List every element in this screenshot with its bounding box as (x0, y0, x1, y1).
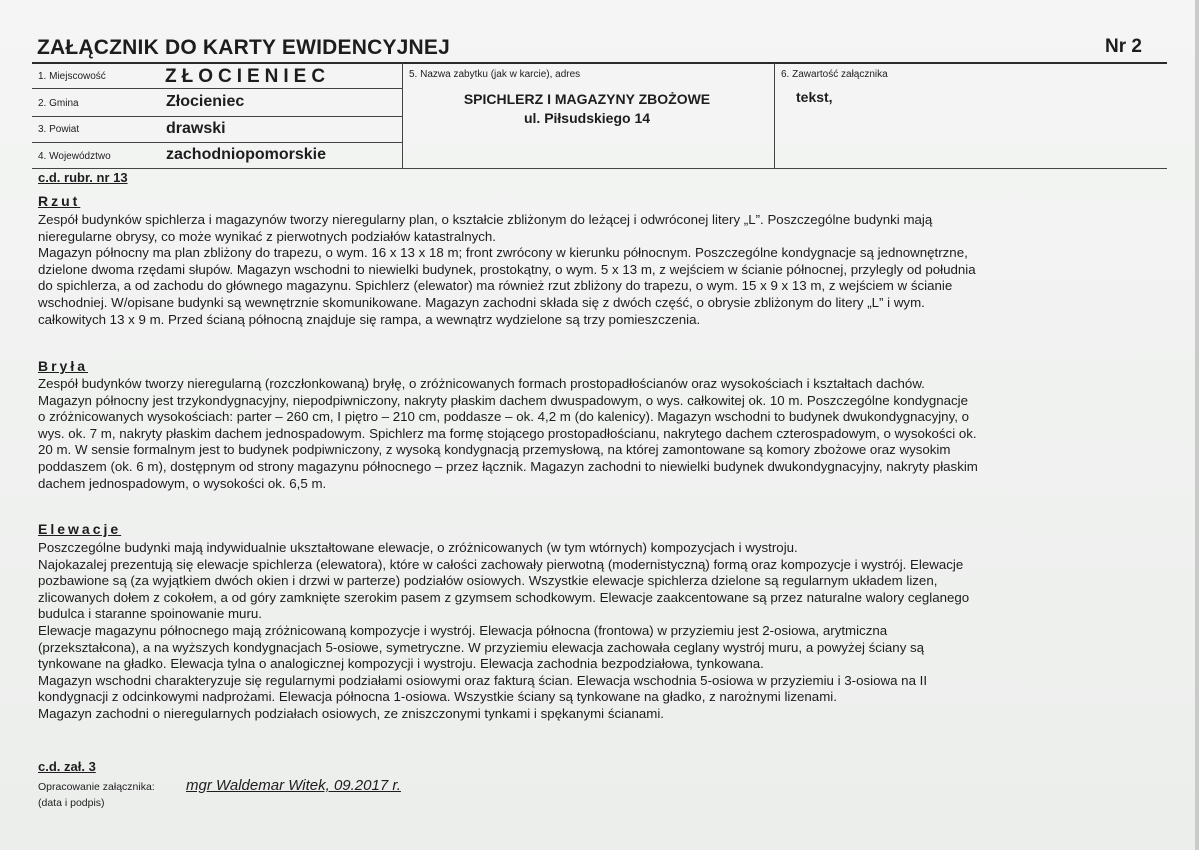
row-divider (32, 88, 402, 89)
text-line: Poszczególne budynki mają indywidualnie ukształtowane elewacje, o zróżnicowanych (w tym wtórnych) kompozycjach i wystroju. (38, 540, 798, 555)
text-line: kondygnacji z odcinkowymi nadprożami. Elewacja północna 1-osiowa. Wszystkie ściany są tynkowane na gładko, z narożnymi lizenami. (38, 689, 837, 705)
text-line: pozbawione są (za wyjątkiem dwóch okien i drzwi w parterze) podziałów osiowych. Wszystkie elewacje spichlerza dzielone są regularnym układem lizen, (38, 573, 938, 589)
text-line: do spichlerza, a od zachodu do głównego magazynu. Spichlerz (elewator) ma również rzut zbliżony do trapezu, o wym. 15 x 9 x 13 m, z wejściem w ścianie (38, 278, 953, 294)
nazwa-value-line1: SPICHLERZ I MAGAZYNY ZBOŻOWE (463, 91, 711, 107)
zawartosc-value: tekst, (796, 89, 833, 105)
continuation-attachment: c.d. zał. 3 (38, 759, 96, 774)
text-line: poddaszem (ok. 6 m), dostępnym od strony magazynu północnego – przez łącznik. Magazyn zachodni to niewielki budynek dwukondygnacyjny, nakryty płaskim (38, 458, 978, 474)
wojewodztwo-label: 4. Województwo (38, 151, 111, 162)
wojewodztwo-value: zachodniopomorskie (166, 146, 327, 163)
continuation-rubric: c.d. rubr. nr 13 (38, 170, 128, 185)
text-line: Zespół budynków tworzy nieregularną (rozczłonkowaną) bryłę, o zróżnicowanych formach prostopadłościanów oraz wysokościach i kształtach dachów. (38, 376, 925, 391)
text-line: 20 m. W sensie formalnym jest to budynek podpiwniczony, z wysoką kondygnacją przemysłową, na której zamontowane są komory zbożowe oraz wysokim (38, 442, 951, 458)
text-line: tynkowane na gładko. Elewacja tylna o analogicznej kompozycji i wystroju. Elewacja zachodnia bezpodziałowa, tynkowana. (38, 656, 764, 672)
header-form-table (32, 63, 1167, 169)
text-line: dzielone dwoma rzędami słupów. Magazyn wschodni to niewielki budynek, prostokątny, o wym. 5 x 13 m, z wejściem w ścianie północnej, przylegly od południa (38, 261, 976, 277)
text-line: Magazyn północny jest trzykondygnacyjny, niepodpiwniczony, nakryty płaskim dachem dwuspadowym, o wys. całkowitej ok. 10 m. Poszczególne kondygnacje (38, 392, 969, 408)
prepared-by-label: Opracowanie załącznika: (38, 781, 155, 793)
date-signature-label: (data i podpis) (38, 797, 105, 809)
section-heading-elewacje: Elewacje (38, 521, 122, 537)
text-line: wys. ok. 7 m, nakryty płaskim dachem jednospadowym. Spichlerz ma formę stojącego prostopadłościanu, nakrytego dachem czterospadowym, o wysokości ok. (38, 425, 977, 441)
text-line: o zróżnicowanych wysokościach: parter – 260 cm, I piętro – 210 cm, poddasze – ok. 4,2 m (do kalenicy). Magazyn wschodni to budynek dwukondygnacyjny, o (38, 409, 970, 425)
gmina-value: Złocieniec (166, 93, 245, 110)
gmina-label: 2. Gmina (38, 98, 79, 109)
text-line: Zespół budynków spichlerza i magazynów tworzy nieregularny plan, o kształcie zbliżonym do leżącej i odwróconej litery „L”. Poszczególne budynki mają (38, 212, 933, 227)
text-line: zlicowanych dołem z cokołem, a od góry zamknięte szerokim pasem z gzymsem schodkowym. Elewacje zaakcentowane są przez naturalne walory ceglanego (38, 589, 970, 605)
author-signature: mgr Waldemar Witek, 09.2017 r. (186, 777, 401, 794)
miejscowosc-value: ZŁOCIENIEC (165, 66, 331, 87)
nazwa-label: 5. Nazwa zabytku (jak w karcie), adres (409, 69, 581, 80)
text-line: (przekształcona), a na wyższych kondygnacjach 5-osiowe, symetryczne. W przyziemiu elewacja zachowała ceglany wystrój muru, a powyżej ściany są (38, 639, 925, 655)
section-body-bryla (38, 376, 1164, 492)
section-heading-bryla: Bryła (38, 358, 89, 374)
text-line: wschodniej. W/opisane budynki są wewnętrznie skomunikowane. Magazyn zachodni składa się z dwóch część, o obrysie zbliżonym do litery „L” i wym. (38, 294, 925, 310)
row-divider (32, 116, 402, 117)
powiat-value: drawski (166, 120, 226, 137)
zawartosc-label: 6. Zawartość załącznika (781, 69, 888, 80)
text-line: dachem jednospadowym, o wysokości ok. 6,5 m. (38, 475, 327, 491)
nazwa-value-line2: ul. Piłsudskiego 14 (523, 110, 651, 126)
section-body-rzut (38, 212, 1164, 328)
text-line: nieregularne obrysy, co może wynikać z pierwotnych podziałów katastralnych. (38, 228, 496, 244)
miejscowosc-label: 1. Miejscowość (38, 71, 106, 82)
text-line: całkowitych 13 x 9 m. Przed ścianą północną znajduje się rampa, a wewnątrz wydzielone są trzy pomieszczenia. (38, 311, 701, 327)
column-divider (774, 63, 775, 168)
text-line: Magazyn wschodni charakteryzuje się regularnymi podziałami osiowymi oraz fakturą ścian. Elewacja wschodnia 5-osiowa w przyziemiu i 3-osiowa na II (38, 672, 928, 688)
section-heading-rzut: Rzut (38, 193, 81, 209)
text-line: Elewacje magazynu północnego mają zróżnicowaną kompozycje i wystrój. Elewacja północna (frontowa) w przyziemiu jest 2-osiowa, arytmiczna (38, 622, 888, 638)
text-line: Magazyn zachodni o nieregularnych podziałach osiowych, ze zniszczonymi tynkami i spękanymi ścianami. (38, 705, 664, 721)
section-body-elewacje (38, 540, 1164, 723)
text-line: budulca i staranne spoinowanie muru. (38, 606, 262, 622)
row-divider (32, 142, 402, 143)
page-edge-shadow (1195, 0, 1199, 850)
document-title: ZAŁĄCZNIK DO KARTY EWIDENCYJNEJ (37, 36, 451, 59)
attachment-number: Nr 2 (1105, 36, 1142, 57)
text-line: Najokazalej prezentują się elewacje spichlerza (elewatora), które w całości zachowały pierwotną (modernistyczną) formą oraz kompozycje i wystrój. Elewacje (38, 556, 964, 572)
text-line: Magazyn północny ma plan zbliżony do trapezu, o wym. 16 x 13 x 18 m; front zwrócony w kierunku północnym. Poszczególne kondygnacje są jednownętrzne, (38, 245, 968, 261)
powiat-label: 3. Powiat (38, 124, 80, 135)
